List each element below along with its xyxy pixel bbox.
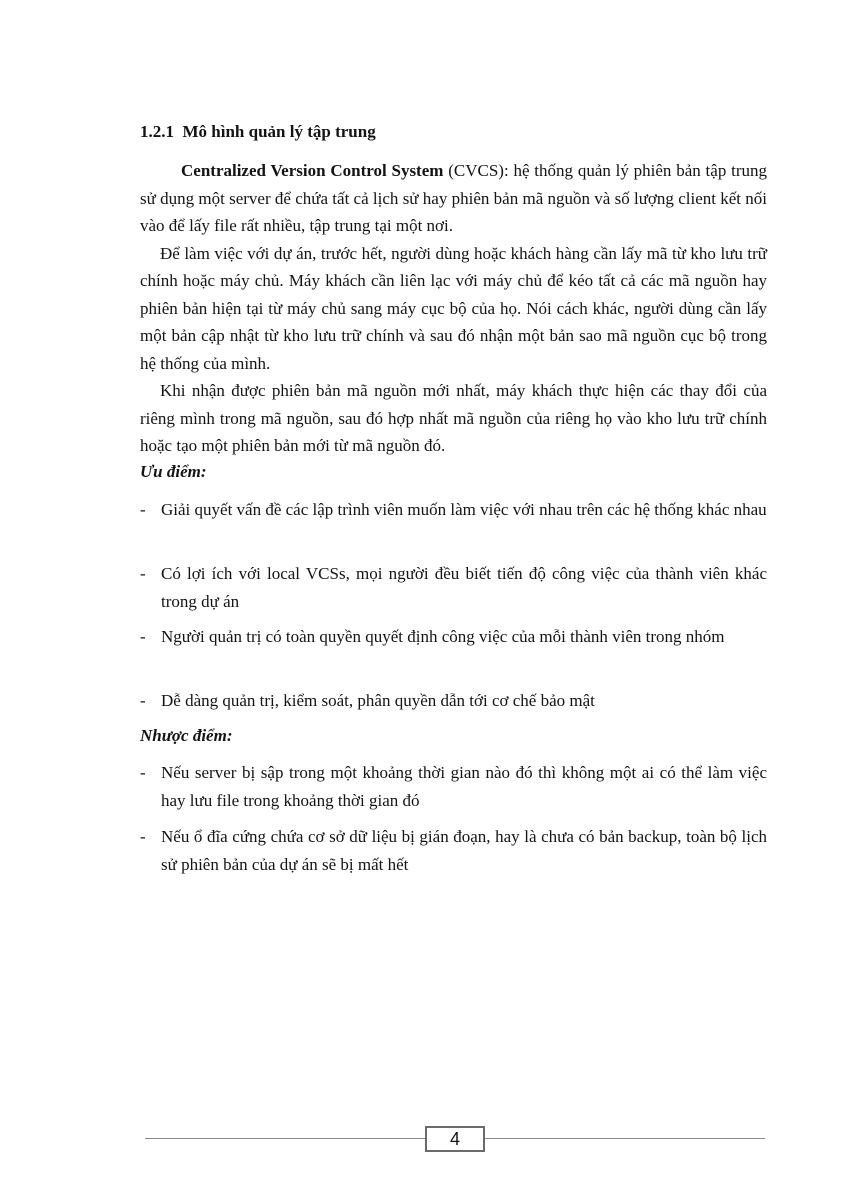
bullet-dash: - bbox=[140, 627, 146, 646]
list-item bbox=[140, 823, 767, 879]
list-item bbox=[140, 560, 767, 616]
page-number: 4 bbox=[425, 1126, 485, 1152]
list-item-text: Có lợi ích với local VCSs, mọi người đều biết tiến độ công việc của thành viên khác trong dự án bbox=[161, 564, 767, 611]
bullet-dash: - bbox=[140, 564, 146, 583]
list-item-text: Dễ dàng quản trị, kiểm soát, phân quyền dẫn tới cơ chế bảo mật bbox=[161, 691, 595, 710]
list-item-text: Nếu ổ đĩa cứng chứa cơ sở dữ liệu bị gián đoạn, hay là chưa có bản backup, toàn bộ lịch sử phiên bản của dự án sẽ bị mất hết bbox=[161, 827, 767, 874]
footer-rule-right bbox=[485, 1138, 765, 1139]
list-item-text: Nếu server bị sập trong một khoảng thời gian nào đó thì không một ai có thể làm việc hay lưu file trong khoảng thời gian đó bbox=[161, 763, 767, 810]
intro-text: (CVCS): hệ thống quản lý phiên bản tập trung sử dụng một server để chứa tất cả lịch sử hay phiên bản mã nguồn và số lượng client kết nối vào để lấy file rất nhiều, tập trung tại một nơi. bbox=[140, 161, 767, 235]
bullet-dash: - bbox=[140, 827, 146, 846]
intro-block bbox=[140, 157, 767, 460]
body-paragraph: Khi nhận được phiên bản mã nguồn mới nhất, máy khách thực hiện các thay đổi của riêng mình trong mã nguồn, sau đó hợp nhất mã nguồn của riêng họ vào kho lưu trữ chính hoặc tạo một phiên bản mới từ mã nguồn đó. bbox=[140, 381, 767, 455]
cvcs-term: Centralized Version Control System bbox=[181, 161, 444, 180]
list-item-text: Người quản trị có toàn quyền quyết định công việc của mỗi thành viên trong nhóm bbox=[161, 627, 725, 646]
list-item bbox=[140, 759, 767, 815]
intro-paragraph bbox=[140, 157, 767, 240]
disadvantages-title: Nhược điểm: bbox=[140, 726, 233, 745]
section-heading: 1.2.1 Mô hình quản lý tập trung bbox=[140, 122, 376, 141]
body-paragraph: Để làm việc với dự án, trước hết, người dùng hoặc khách hàng cần lấy mã từ kho lưu trữ chính hoặc máy chủ. Máy khách cần liên lạc với máy chủ để kéo tất cả các mã nguồn hay phiên bản hiện tại từ máy chủ sang máy cục bộ của họ. Nói cách khác, người dùng cần lấy một bản cập nhật từ kho lưu trữ chính và sau đó nhận một bản sao mã nguồn cục bộ trong hệ thống của mình. bbox=[140, 243, 767, 373]
bullet-dash: - bbox=[140, 763, 146, 782]
list-item-text: Giải quyết vấn đề các lập trình viên muốn làm việc với nhau trên các hệ thống khác nhau bbox=[161, 500, 767, 519]
footer-rule-left bbox=[145, 1138, 425, 1139]
list-item bbox=[140, 496, 767, 524]
advantages-title: Ưu điểm: bbox=[140, 462, 207, 481]
list-item bbox=[140, 623, 767, 651]
list-item bbox=[140, 687, 767, 715]
bullet-dash: - bbox=[140, 691, 146, 710]
bullet-dash: - bbox=[140, 500, 146, 519]
